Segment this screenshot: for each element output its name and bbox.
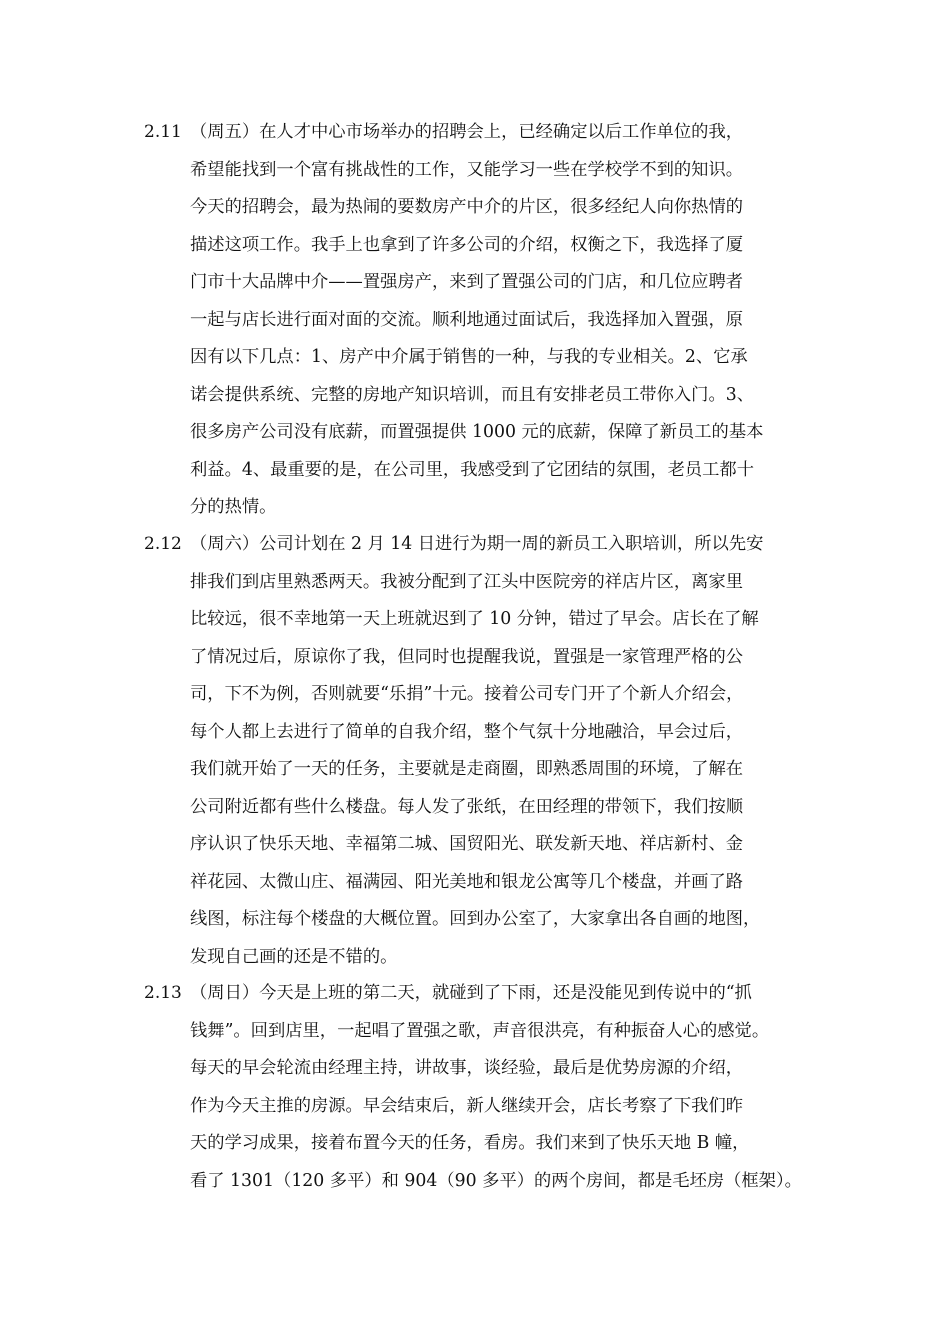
text-line: 很多房产公司没有底薪，而置强提供 1000 元的底薪，保障了新员工的基本 — [190, 422, 764, 442]
text-line: 看了 1301（120 多平）和 904（90 多平）的两个房间，都是毛坯房（框架）。 — [190, 1170, 802, 1191]
text-line: 排我们到店里熟悉两天。我被分配到了江头中医院旁的祥店片区，离家里 — [190, 571, 744, 592]
text-line: 天的学习成果，接着布置今天的任务，看房。我们来到了快乐天地 B 幢， — [190, 1133, 750, 1153]
text-line: 诺会提供系统、完整的房地产知识培训，而且有安排老员工带你入门。3、 — [190, 384, 754, 405]
text-line: 发现自己画的还是不错的。 — [190, 946, 398, 967]
text-line: 比较远，很不幸地第一天上班就迟到了 10 分钟，错过了早会。店长在了解 — [190, 609, 759, 629]
text-line: 每天的早会轮流由经理主持，讲故事，谈经验，最后是优势房源的介绍， — [190, 1058, 744, 1078]
text-line: 序认识了快乐天地、幸福第二城、国贸阳光、联发新天地、祥店新村、金 — [190, 834, 744, 854]
entry-text — [190, 526, 812, 976]
text-line: 钱舞”。回到店里，一起唱了置强之歌，声音很洪亮，有种振奋人心的感觉。 — [190, 1020, 770, 1041]
entry-date: 2.12 — [144, 534, 182, 554]
text-line: 祥花园、太微山庄、福满园、阳光美地和银龙公寓等几个楼盘，并画了路 — [190, 871, 744, 892]
text-line: （周日）今天是上班的第二天，就碰到了下雨，还是没能见到传说中的“抓 — [190, 983, 752, 1003]
text-line: 利益。4、最重要的是，在公司里，我感受到了它团结的氛围，老员工都十 — [190, 459, 754, 480]
text-line: 今天的招聘会，最为热闹的要数房产中介的片区，很多经纪人向你热情的 — [190, 197, 744, 217]
text-line: 希望能找到一个富有挑战性的工作，又能学习一些在学校学不到的知识。 — [190, 159, 744, 180]
entry-text — [190, 975, 812, 1200]
entry-date: 2.11 — [144, 122, 182, 142]
text-line: 我们就开始了一天的任务，主要就是走商圈，即熟悉周围的环境，了解在 — [190, 759, 744, 779]
text-line: 线图，标注每个楼盘的大概位置。回到办公室了，大家拿出各自画的地图， — [190, 909, 761, 929]
text-line: 门市十大品牌中介——置强房产，来到了置强公司的门店，和几位应聘者 — [190, 272, 744, 292]
text-line: 描述这项工作。我手上也拿到了许多公司的介绍，权衡之下，我选择了厦 — [190, 234, 744, 255]
text-line: 一起与店长进行面对面的交流。顺利地通过面试后，我选择加入置强，原 — [190, 309, 744, 330]
text-line: 公司附近都有些什么楼盘。每人发了张纸，在田经理的带领下，我们按顺 — [190, 796, 744, 817]
text-line: （周六）公司计划在 2 月 14 日进行为期一周的新员工入职培训，所以先安 — [190, 534, 764, 554]
entry-text — [190, 114, 812, 527]
text-line: 分的热情。 — [190, 497, 277, 517]
text-line: 司，下不为例，否则就要“乐捐”十元。接着公司专门开了个新人介绍会， — [190, 684, 744, 704]
text-line: （周五）在人才中心市场举办的招聘会上，已经确定以后工作单位的我， — [190, 122, 744, 142]
text-line: 每个人都上去进行了简单的自我介绍，整个气氛十分地融洽，早会过后， — [190, 721, 744, 742]
entry-date: 2.13 — [144, 983, 182, 1003]
text-line: 作为今天主推的房源。早会结束后，新人继续开会，店长考察了下我们昨 — [190, 1095, 744, 1116]
text-line: 了情况过后，原谅你了我，但同时也提醒我说，置强是一家管理严格的公 — [190, 646, 744, 667]
text-line: 因有以下几点：1、房产中介属于销售的一种，与我的专业相关。2、它承 — [190, 347, 748, 367]
